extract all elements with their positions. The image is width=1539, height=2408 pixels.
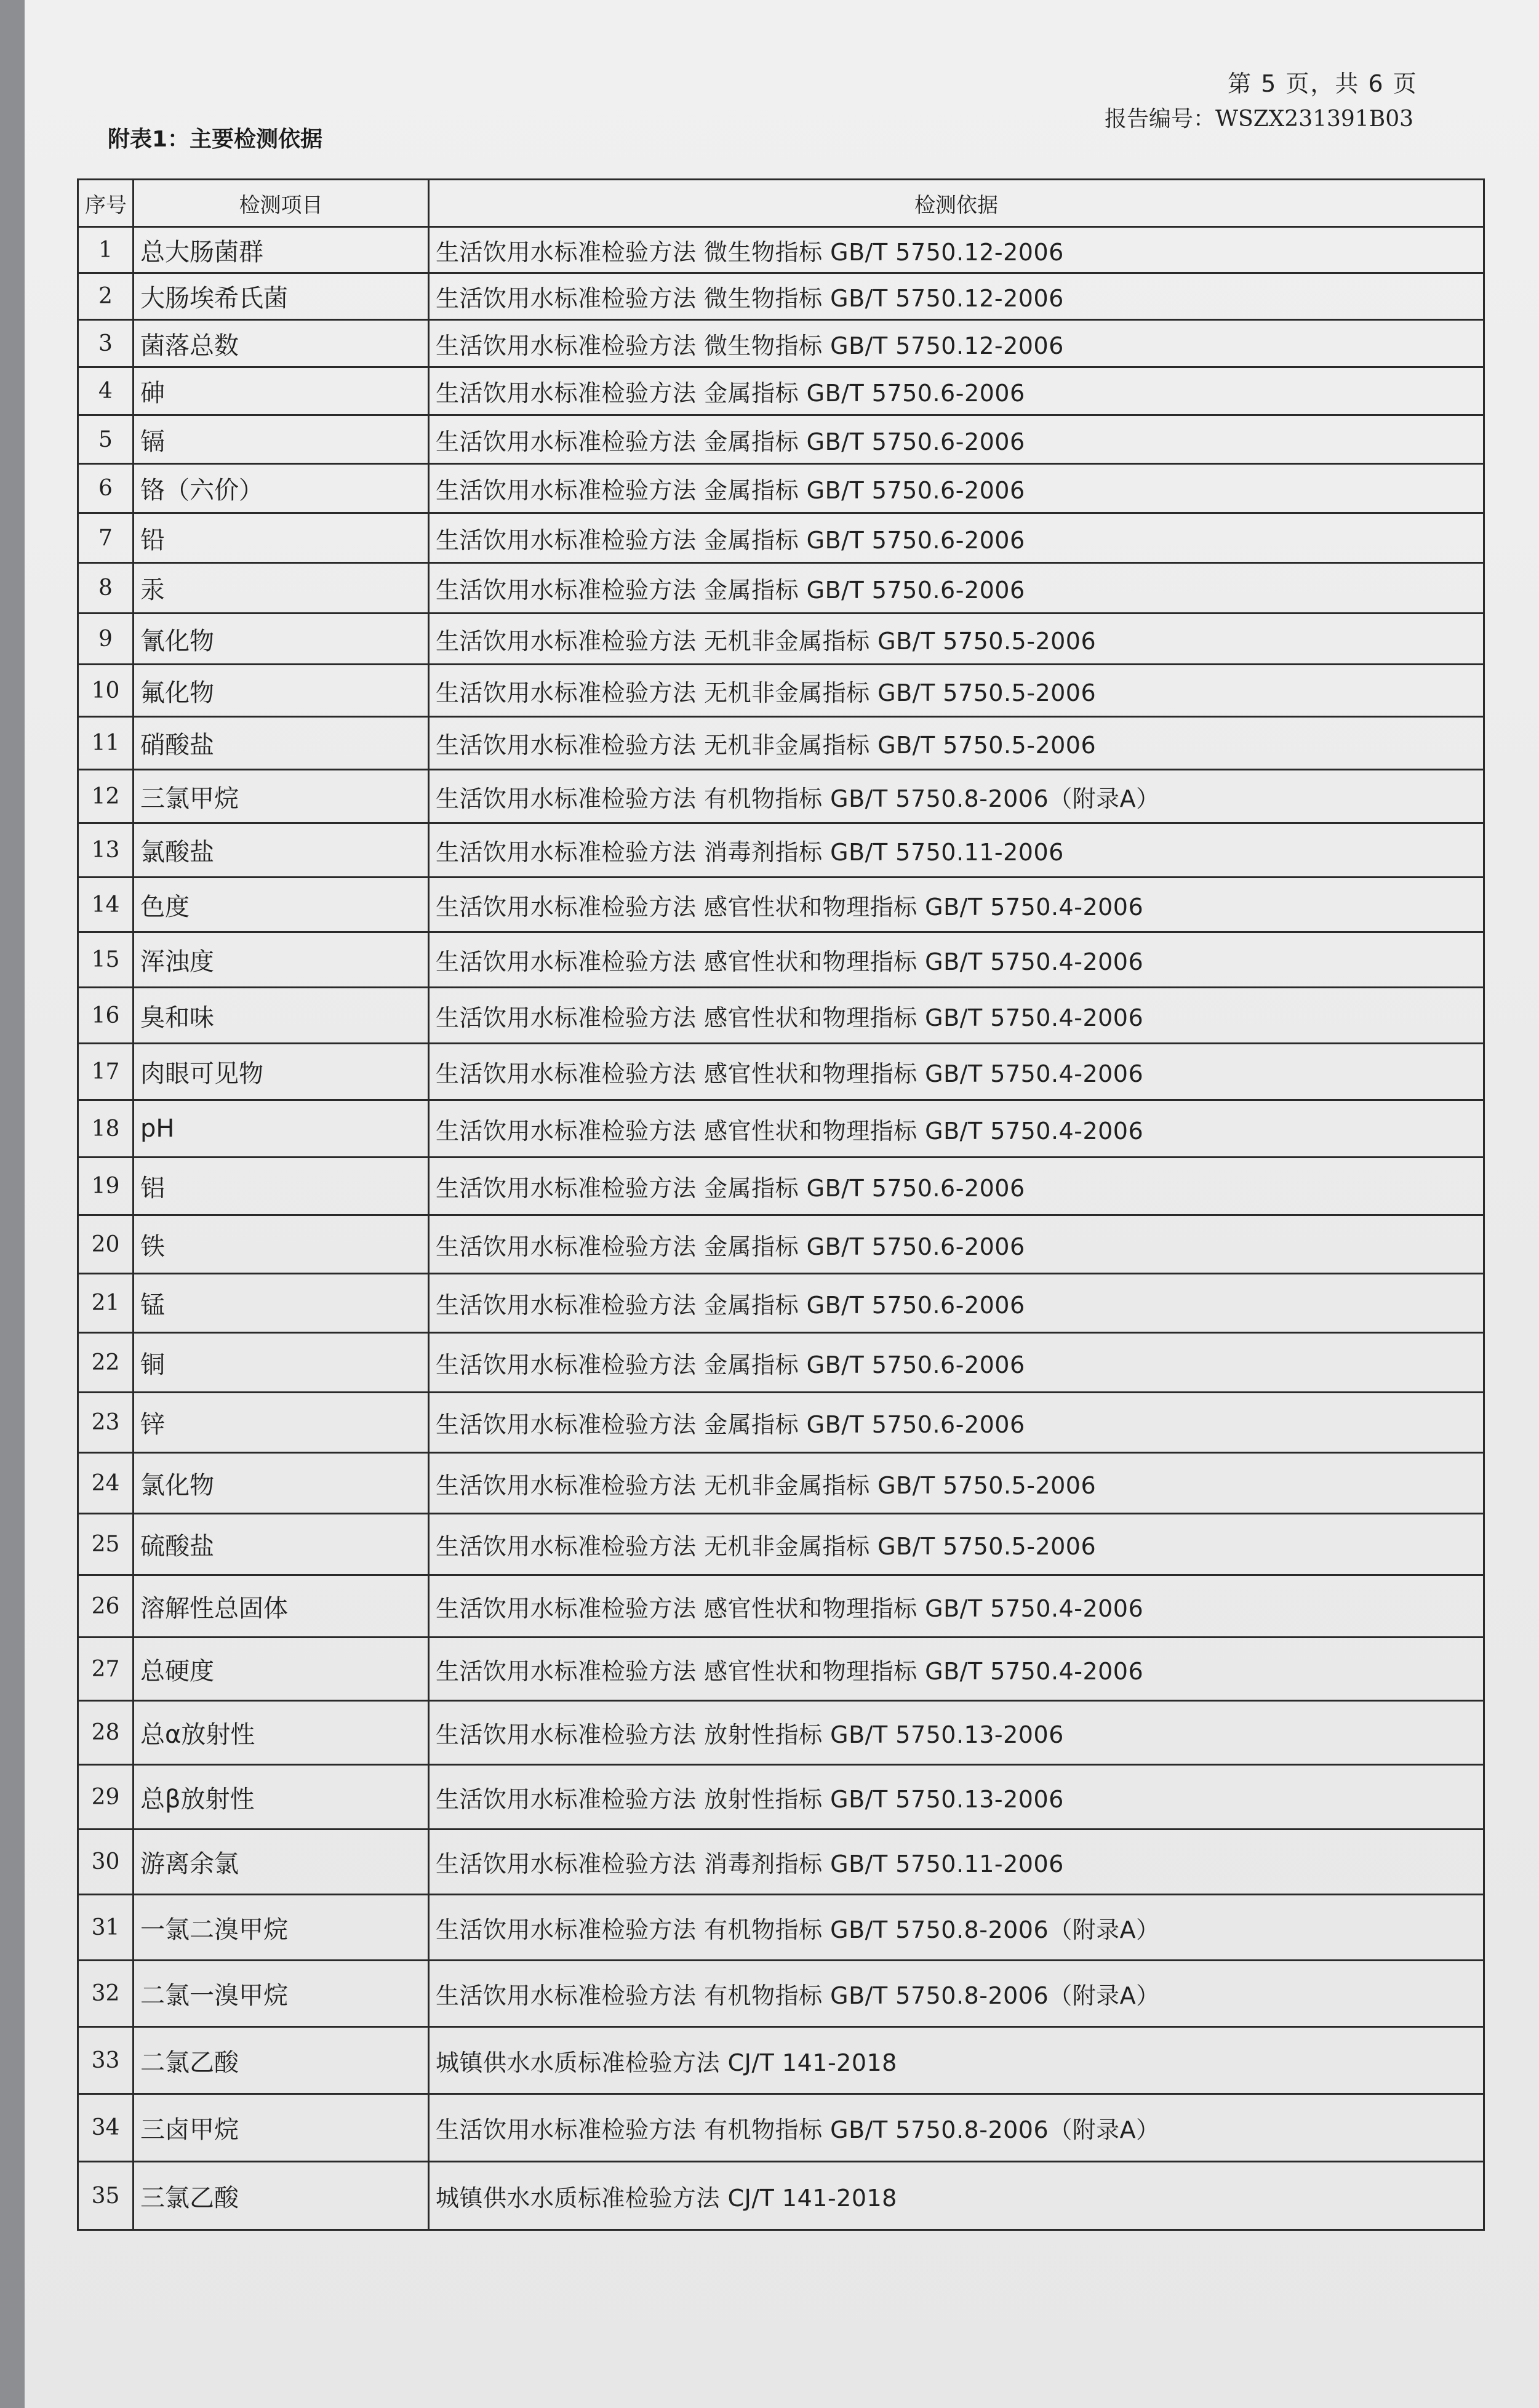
test-basis: 生活饮用水标准检验方法 微生物指标 GB/T 5750.12-2006 (429, 227, 1484, 273)
table-row (78, 1333, 1484, 1393)
test-item: 三卤甲烷 (134, 2094, 429, 2162)
row-number: 24 (78, 1453, 134, 1514)
row-number: 30 (78, 1830, 134, 1895)
table-row (78, 1765, 1484, 1830)
test-item: 氯化物 (134, 1453, 429, 1514)
test-basis: 生活饮用水标准检验方法 有机物指标 GB/T 5750.8-2006（附录A） (429, 770, 1484, 823)
row-number: 11 (78, 717, 134, 770)
test-item: 镉 (134, 415, 429, 464)
table-row (78, 2027, 1484, 2094)
test-basis: 生活饮用水标准检验方法 金属指标 GB/T 5750.6-2006 (429, 1215, 1484, 1274)
test-item: 臭和味 (134, 988, 429, 1044)
test-item: 一氯二溴甲烷 (134, 1895, 429, 1961)
row-number: 10 (78, 665, 134, 717)
row-number: 22 (78, 1333, 134, 1393)
table-row (78, 464, 1484, 513)
table-row (78, 770, 1484, 823)
document-page (25, 0, 1539, 2408)
test-item: 铝 (134, 1158, 429, 1215)
test-basis: 生活饮用水标准检验方法 有机物指标 GB/T 5750.8-2006（附录A） (429, 1961, 1484, 2027)
table-row (78, 665, 1484, 717)
test-item: 游离余氯 (134, 1830, 429, 1895)
table-body (78, 227, 1484, 2230)
table-row (78, 2162, 1484, 2230)
table-row (78, 1701, 1484, 1765)
test-item: pH (134, 1100, 429, 1158)
row-number: 18 (78, 1100, 134, 1158)
test-item: 二氯一溴甲烷 (134, 1961, 429, 2027)
test-item: 氰化物 (134, 614, 429, 665)
test-basis: 生活饮用水标准检验方法 无机非金属指标 GB/T 5750.5-2006 (429, 1453, 1484, 1514)
test-item: 铅 (134, 513, 429, 563)
row-number: 6 (78, 464, 134, 513)
table-row (78, 1274, 1484, 1333)
test-basis: 生活饮用水标准检验方法 金属指标 GB/T 5750.6-2006 (429, 1158, 1484, 1215)
table-row (78, 2094, 1484, 2162)
row-number: 27 (78, 1638, 134, 1701)
test-basis: 生活饮用水标准检验方法 无机非金属指标 GB/T 5750.5-2006 (429, 1514, 1484, 1575)
test-basis: 生活饮用水标准检验方法 感官性状和物理指标 GB/T 5750.4-2006 (429, 1638, 1484, 1701)
table-row (78, 1100, 1484, 1158)
test-basis: 生活饮用水标准检验方法 无机非金属指标 GB/T 5750.5-2006 (429, 717, 1484, 770)
test-basis: 生活饮用水标准检验方法 感官性状和物理指标 GB/T 5750.4-2006 (429, 1100, 1484, 1158)
test-item: 砷 (134, 367, 429, 415)
row-number: 23 (78, 1393, 134, 1453)
test-item: 锰 (134, 1274, 429, 1333)
test-basis: 生活饮用水标准检验方法 无机非金属指标 GB/T 5750.5-2006 (429, 665, 1484, 717)
table-row (78, 1638, 1484, 1701)
table-row (78, 1158, 1484, 1215)
table-row (78, 1895, 1484, 1961)
table-row (78, 614, 1484, 665)
test-basis: 生活饮用水标准检验方法 金属指标 GB/T 5750.6-2006 (429, 1274, 1484, 1333)
table-row (78, 273, 1484, 320)
test-item: 氯酸盐 (134, 823, 429, 878)
table-caption: 附表1：主要检测依据 (108, 127, 323, 152)
test-item: 硝酸盐 (134, 717, 429, 770)
row-number: 13 (78, 823, 134, 878)
test-item: 浑浊度 (134, 932, 429, 988)
test-basis: 生活饮用水标准检验方法 金属指标 GB/T 5750.6-2006 (429, 1333, 1484, 1393)
row-number: 7 (78, 513, 134, 563)
table-row (78, 988, 1484, 1044)
row-number: 35 (78, 2162, 134, 2230)
testing-basis-table (77, 178, 1485, 2231)
test-basis: 生活饮用水标准检验方法 有机物指标 GB/T 5750.8-2006（附录A） (429, 2094, 1484, 2162)
test-item: 总α放射性 (134, 1701, 429, 1765)
test-basis: 生活饮用水标准检验方法 金属指标 GB/T 5750.6-2006 (429, 415, 1484, 464)
row-number: 17 (78, 1044, 134, 1100)
test-item: 总硬度 (134, 1638, 429, 1701)
test-basis: 城镇供水水质标准检验方法 CJ/T 141-2018 (429, 2162, 1484, 2230)
test-basis: 生活饮用水标准检验方法 无机非金属指标 GB/T 5750.5-2006 (429, 614, 1484, 665)
test-basis: 生活饮用水标准检验方法 感官性状和物理指标 GB/T 5750.4-2006 (429, 878, 1484, 932)
test-item: 三氯甲烷 (134, 770, 429, 823)
row-number: 16 (78, 988, 134, 1044)
test-item: 三氯乙酸 (134, 2162, 429, 2230)
row-number: 20 (78, 1215, 134, 1274)
test-basis: 生活饮用水标准检验方法 微生物指标 GB/T 5750.12-2006 (429, 320, 1484, 367)
test-item: 氟化物 (134, 665, 429, 717)
test-basis: 生活饮用水标准检验方法 有机物指标 GB/T 5750.8-2006（附录A） (429, 1895, 1484, 1961)
test-item: 菌落总数 (134, 320, 429, 367)
table-row (78, 415, 1484, 464)
row-number: 32 (78, 1961, 134, 2027)
test-basis: 生活饮用水标准检验方法 金属指标 GB/T 5750.6-2006 (429, 513, 1484, 563)
row-number: 8 (78, 563, 134, 614)
table-row (78, 932, 1484, 988)
test-basis: 生活饮用水标准检验方法 消毒剂指标 GB/T 5750.11-2006 (429, 1830, 1484, 1895)
row-number: 1 (78, 227, 134, 273)
test-item: 铬（六价） (134, 464, 429, 513)
test-basis: 生活饮用水标准检验方法 金属指标 GB/T 5750.6-2006 (429, 563, 1484, 614)
row-number: 19 (78, 1158, 134, 1215)
column-header-basis: 检测依据 (429, 180, 1484, 227)
row-number: 28 (78, 1701, 134, 1765)
table-row (78, 563, 1484, 614)
table-row (78, 1830, 1484, 1895)
test-item: 锌 (134, 1393, 429, 1453)
test-basis: 生活饮用水标准检验方法 金属指标 GB/T 5750.6-2006 (429, 367, 1484, 415)
test-basis: 生活饮用水标准检验方法 金属指标 GB/T 5750.6-2006 (429, 464, 1484, 513)
row-number: 4 (78, 367, 134, 415)
row-number: 21 (78, 1274, 134, 1333)
row-number: 29 (78, 1765, 134, 1830)
test-item: 汞 (134, 563, 429, 614)
table-row (78, 878, 1484, 932)
table-row (78, 227, 1484, 273)
table-row (78, 367, 1484, 415)
test-basis: 生活饮用水标准检验方法 感官性状和物理指标 GB/T 5750.4-2006 (429, 1044, 1484, 1100)
table-row (78, 1215, 1484, 1274)
table-header-row (78, 180, 1484, 227)
test-item: 二氯乙酸 (134, 2027, 429, 2094)
row-number: 3 (78, 320, 134, 367)
row-number: 12 (78, 770, 134, 823)
test-basis: 生活饮用水标准检验方法 微生物指标 GB/T 5750.12-2006 (429, 273, 1484, 320)
page-indicator: 第 5 页，共 6 页 (1228, 70, 1418, 97)
table-row (78, 1393, 1484, 1453)
test-item: 溶解性总固体 (134, 1575, 429, 1638)
table-row (78, 717, 1484, 770)
test-basis: 生活饮用水标准检验方法 放射性指标 GB/T 5750.13-2006 (429, 1765, 1484, 1830)
table-row (78, 320, 1484, 367)
row-number: 31 (78, 1895, 134, 1961)
row-number: 14 (78, 878, 134, 932)
row-number: 15 (78, 932, 134, 988)
table-row (78, 823, 1484, 878)
test-item: 总大肠菌群 (134, 227, 429, 273)
row-number: 9 (78, 614, 134, 665)
row-number: 34 (78, 2094, 134, 2162)
table-row (78, 1575, 1484, 1638)
row-number: 26 (78, 1575, 134, 1638)
table-row (78, 1044, 1484, 1100)
table-row (78, 1453, 1484, 1514)
test-basis: 生活饮用水标准检验方法 消毒剂指标 GB/T 5750.11-2006 (429, 823, 1484, 878)
test-basis: 生活饮用水标准检验方法 感官性状和物理指标 GB/T 5750.4-2006 (429, 988, 1484, 1044)
row-number: 33 (78, 2027, 134, 2094)
test-item: 总β放射性 (134, 1765, 429, 1830)
test-basis: 生活饮用水标准检验方法 金属指标 GB/T 5750.6-2006 (429, 1393, 1484, 1453)
test-item: 铜 (134, 1333, 429, 1393)
test-basis: 生活饮用水标准检验方法 放射性指标 GB/T 5750.13-2006 (429, 1701, 1484, 1765)
test-basis: 生活饮用水标准检验方法 感官性状和物理指标 GB/T 5750.4-2006 (429, 1575, 1484, 1638)
test-item: 大肠埃希氏菌 (134, 273, 429, 320)
row-number: 5 (78, 415, 134, 464)
test-item: 硫酸盐 (134, 1514, 429, 1575)
table-row (78, 513, 1484, 563)
report-number: 报告编号：WSZX231391B03 (1105, 106, 1413, 132)
test-item: 肉眼可见物 (134, 1044, 429, 1100)
test-item: 色度 (134, 878, 429, 932)
row-number: 25 (78, 1514, 134, 1575)
column-header-no: 序号 (78, 180, 134, 227)
test-item: 铁 (134, 1215, 429, 1274)
table-row (78, 1961, 1484, 2027)
row-number: 2 (78, 273, 134, 320)
test-basis: 城镇供水水质标准检验方法 CJ/T 141-2018 (429, 2027, 1484, 2094)
column-header-item: 检测项目 (134, 180, 429, 227)
test-basis: 生活饮用水标准检验方法 感官性状和物理指标 GB/T 5750.4-2006 (429, 932, 1484, 988)
table-row (78, 1514, 1484, 1575)
